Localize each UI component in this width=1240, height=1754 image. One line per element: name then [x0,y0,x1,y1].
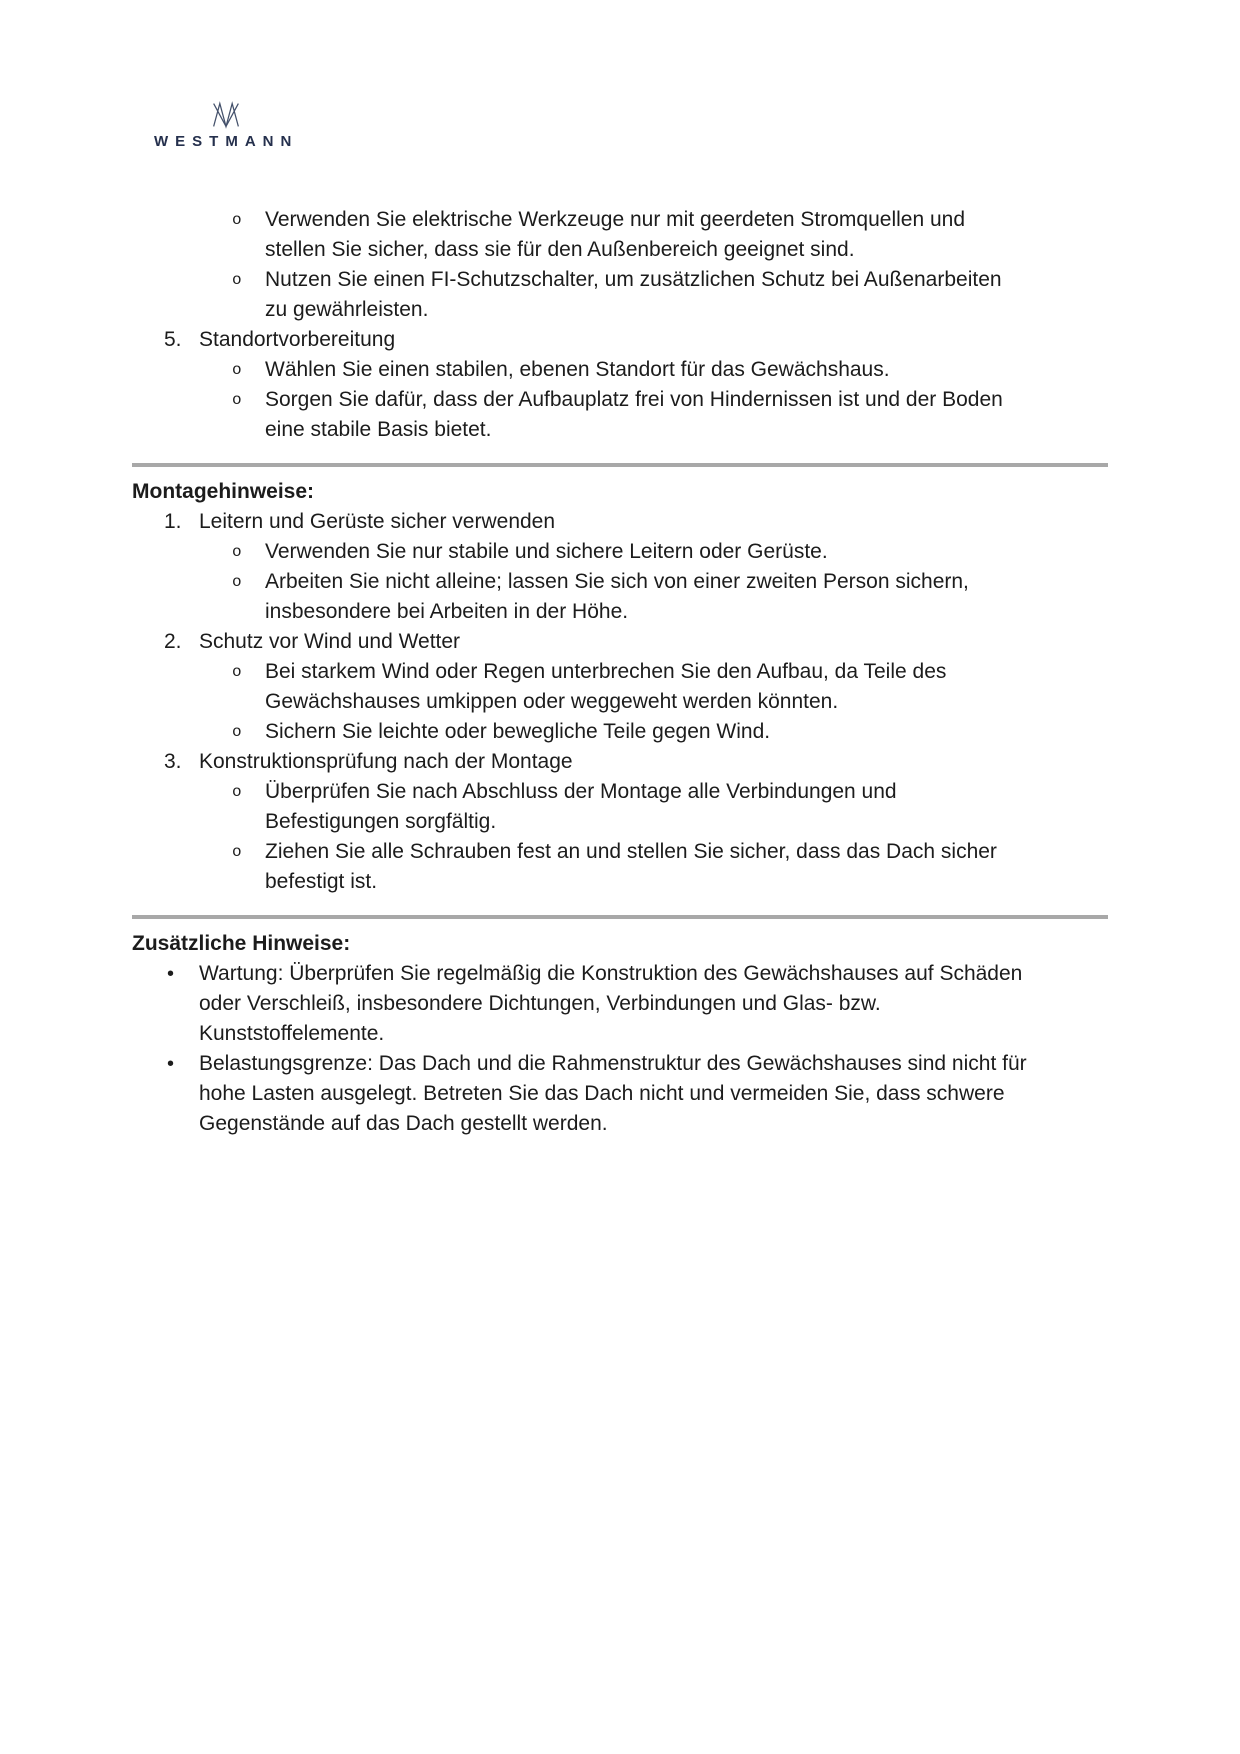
circle-bullet-marker: o [232,391,242,409]
sub-bullet-item [232,265,1108,325]
number-marker: 5. [164,328,182,351]
bullet-text: Belastungsgrenze: Das Dach und die Rahmenstruktur des Gewächshauses sind nicht für hohe Lasten ausgelegt. Betreten Sie das Dach nicht und vermeiden Sie, dass schwere Gegenstände auf das Dach gestellt werden. [199,1052,1027,1135]
sub-bullet-item [232,777,1108,837]
section-heading: Montagehinweise: [132,480,315,503]
numbered-item [164,325,1108,355]
numbered-item-label: Standortvorbereitung [199,328,396,351]
brand-logo [154,100,298,150]
bullet-text: Nutzen Sie einen FI-Schutzschalter, um zusätzlichen Schutz bei Außenarbeiten zu gewährleisten. [265,268,1002,321]
bullet-text: Ziehen Sie alle Schrauben fest an und stellen Sie sicher, dass das Dach sicher befestigt ist. [265,840,997,893]
bullet-text: Verwenden Sie nur stabile und sichere Leitern oder Gerüste. [265,540,828,563]
number-marker: 2. [164,630,182,653]
document-content [132,205,1108,1139]
numbered-item-label: Leitern und Gerüste sicher verwenden [199,510,556,533]
circle-bullet-marker: o [232,783,242,801]
numbered-item-label: Schutz vor Wind und Wetter [199,630,461,653]
numbered-item [164,747,1108,777]
circle-bullet-marker: o [232,543,242,561]
disc-bullet-marker: • [167,1053,175,1075]
brand-name: WESTMANN [154,133,299,150]
sub-bullet-item [232,837,1108,897]
sub-bullet-item [232,717,1108,747]
bullet-text: Sichern Sie leichte oder bewegliche Teile gegen Wind. [265,720,771,743]
circle-bullet-marker: o [232,723,242,741]
section-montagehinweise [132,477,1108,897]
circle-bullet-marker: o [232,271,242,289]
bullet-text: Überprüfen Sie nach Abschluss der Montage alle Verbindungen und Befestigungen sorgfältig. [265,780,897,833]
circle-bullet-marker: o [232,843,242,861]
sub-bullet-item [232,537,1108,567]
bullet-text: Bei starkem Wind oder Regen unterbrechen Sie den Aufbau, da Teile des Gewächshauses umkippen oder weggeweht werden könnten. [265,660,947,713]
number-marker: 1. [164,510,182,533]
circle-bullet-marker: o [232,361,242,379]
bullet-item [167,1049,1108,1139]
section-zusaetzliche-hinweise [132,929,1108,1139]
section-divider [132,915,1108,919]
section-divider [132,463,1108,467]
sub-bullet-item [232,385,1108,445]
sub-bullet-item [232,567,1108,627]
bullet-text: Verwenden Sie elektrische Werkzeuge nur mit geerdeten Stromquellen und stellen Sie sicher, dass sie für den Außenbereich geeignet sind. [265,208,966,261]
circle-bullet-marker: o [232,573,242,591]
disc-bullet-marker: • [167,963,175,985]
number-marker: 3. [164,750,182,773]
sub-bullet-item [232,355,1108,385]
bullet-text: Arbeiten Sie nicht alleine; lassen Sie sich von einer zweiten Person sichern, insbesondere bei Arbeiten in der Höhe. [265,570,969,623]
numbered-item [164,507,1108,537]
circle-bullet-marker: o [232,663,242,681]
section-heading: Zusätzliche Hinweise: [132,932,351,955]
sub-bullet-item [232,657,1108,717]
westmann-monogram-icon [211,100,241,130]
numbered-item-label: Konstruktionsprüfung nach der Montage [199,750,573,773]
circle-bullet-marker: o [232,211,242,229]
bullet-text: Sorgen Sie dafür, dass der Aufbauplatz frei von Hindernissen ist und der Boden eine stabile Basis bietet. [265,388,1003,441]
sub-bullet-item [232,205,1108,265]
numbered-item [164,627,1108,657]
bullet-item [167,959,1108,1049]
bullet-text: Wählen Sie einen stabilen, ebenen Standort für das Gewächshaus. [265,358,890,381]
section-safety-continued [132,205,1108,445]
bullet-text: Wartung: Überprüfen Sie regelmäßig die Konstruktion des Gewächshauses auf Schäden oder Verschleiß, insbesondere Dichtungen, Verbindungen und Glas- bzw. Kunststoffelemente. [199,962,1023,1045]
